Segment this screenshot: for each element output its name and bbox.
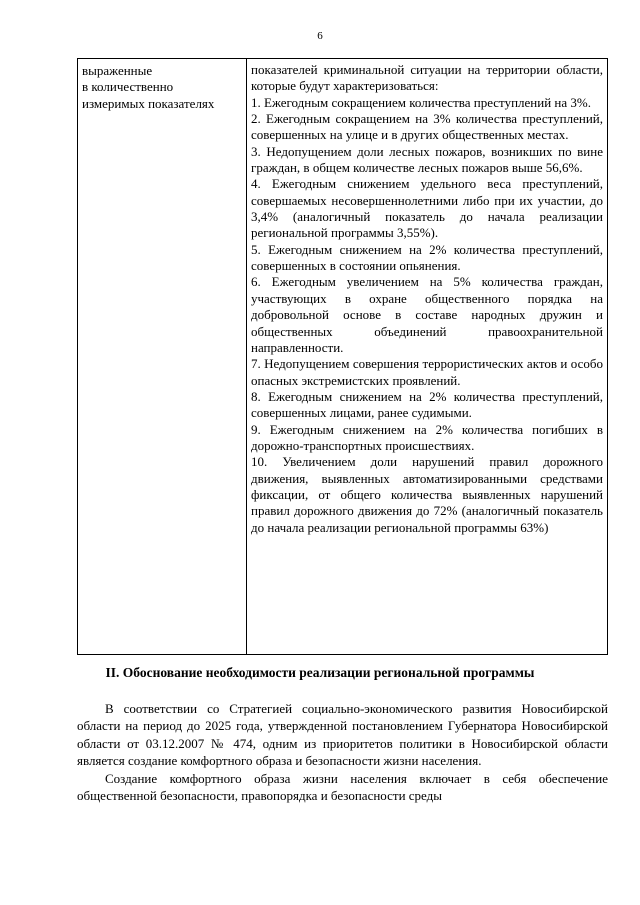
indicator-intro: показателей криминальной ситуации на территории области, которые будут характеризоваться: — [251, 62, 603, 94]
body-paragraph: В соответствии со Стратегией социально-экономического развития Новосибирской области на период до 2025 года, утвержденной постановлением Губернатора Новосибирской области от 03.12.2007 № 474, одним из приоритетов политики в Новосибирской области является создание комфортного образа и безопасности жизни населения. — [77, 701, 608, 769]
indicator-item: 2. Ежегодным сокращением на 3% количества преступлений, совершенных на улице и в других общественных местах. — [251, 111, 603, 143]
left-cell-line: измеримых показателях — [82, 95, 215, 111]
indicator-item: 6. Ежегодным увеличением на 5% количества граждан, участвующих в охране общественного порядка на добровольной основе в составе народных дружин и общественных объединений правоохранительной направленности. — [251, 274, 603, 355]
left-cell-line: выраженные — [82, 63, 153, 78]
indicator-item: 4. Ежегодным снижением удельного веса преступлений, совершаемых несовершеннолетними либо при их участии, до 3,4% (аналогичный показатель до начала реализации региональной программы 3,55%). — [251, 176, 603, 241]
section-body — [77, 700, 608, 804]
table-left-cell — [82, 63, 242, 112]
indicator-item: 8. Ежегодным снижением на 2% количества преступлений, совершенных лицами, ранее судимыми. — [251, 388, 603, 421]
indicator-item: 5. Ежегодным снижением на 2% количества преступлений, совершенных в состоянии опьянения. — [251, 241, 603, 274]
page-number: 6 — [317, 30, 323, 42]
body-paragraph: Создание комфортного образа жизни населения включает в себя обеспечение общественной безопасности, правопорядка и безопасности среды — [77, 770, 608, 804]
left-cell-line: в количественно — [82, 79, 174, 95]
indicator-item: 1. Ежегодным сокращением количества преступлений на 3%. — [251, 94, 591, 110]
indicator-item: 10. Увеличением доли нарушений правил дорожного движения, выявленных автоматизированными средствами фиксации, от общего количества выявленных нарушений правил дорожного движения до 72% (аналогичный показатель до начала реализации региональной программы 63%) — [251, 454, 603, 535]
indicator-item: 9. Ежегодным снижением на 2% количества погибших в дорожно-транспортных происшествиях. — [251, 421, 603, 453]
indicator-item: 3. Недопущением доли лесных пожаров, возникших по вине граждан, в общем количестве лесных пожаров выше 56,6%. — [251, 143, 603, 176]
section-heading: II. Обоснование необходимости реализации региональной программы — [105, 665, 535, 680]
indicator-item: 7. Недопущением совершения террористических актов и особо опасных экстремистских проявлений. — [251, 356, 603, 388]
indicators-table — [77, 58, 608, 655]
table-right-cell — [251, 62, 603, 536]
